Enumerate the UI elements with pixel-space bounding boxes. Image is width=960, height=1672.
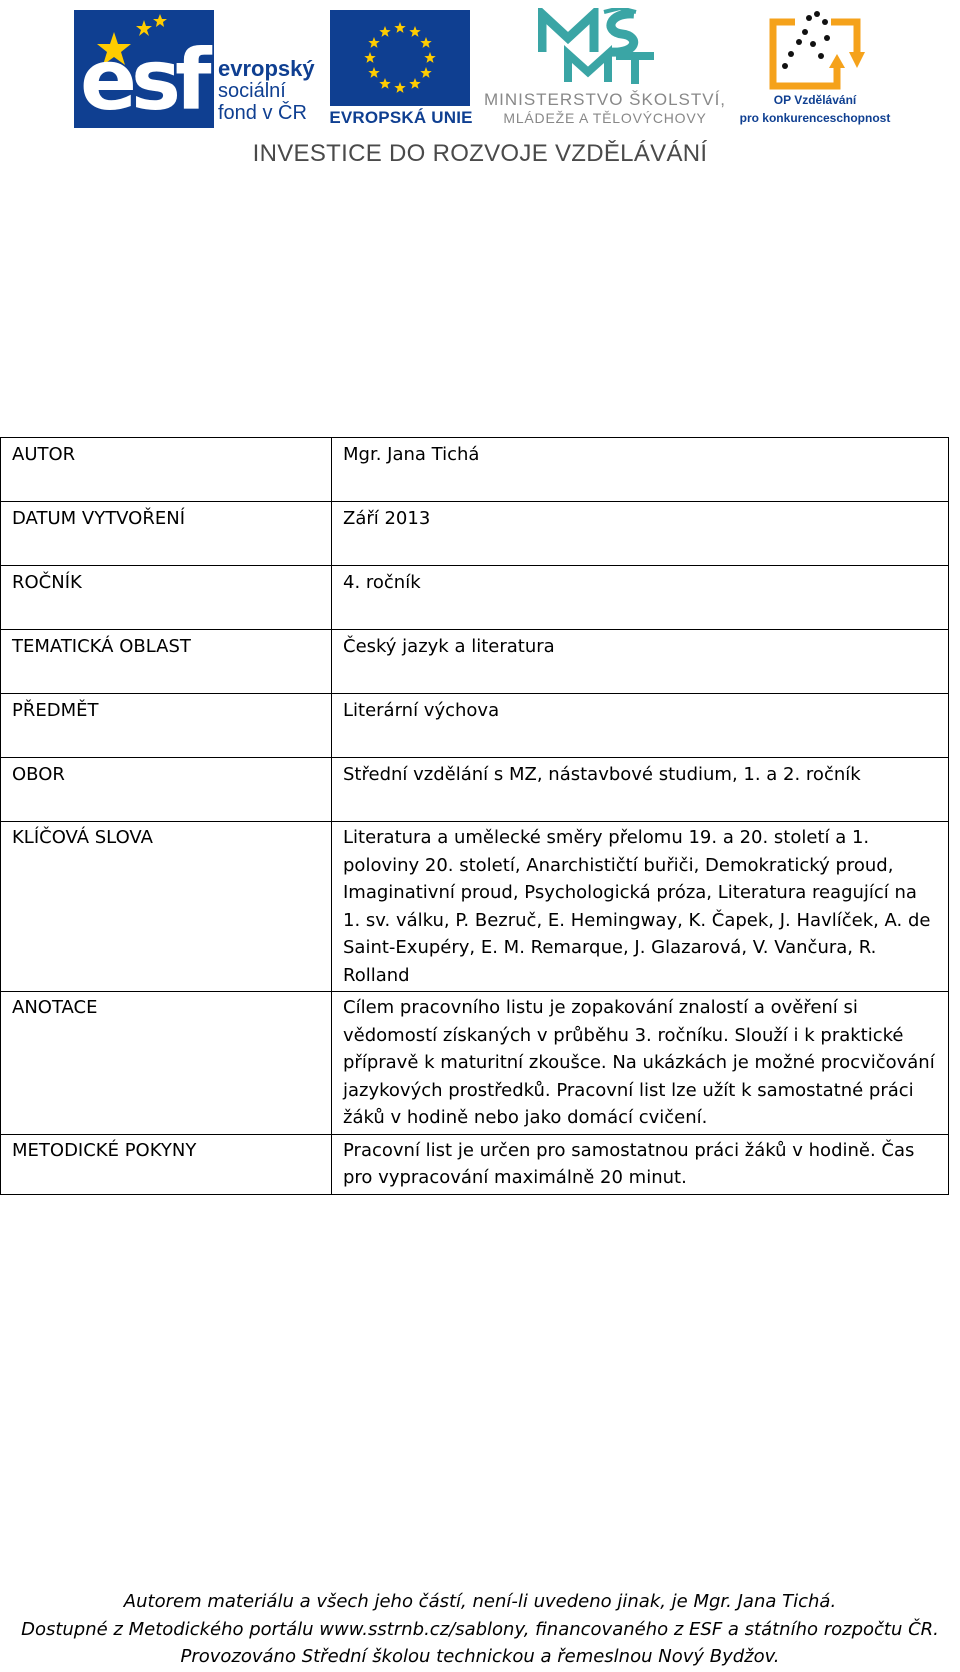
eu-label: EVROPSKÁ UNIE [329, 108, 473, 127]
row-label: AUTOR [1, 438, 332, 502]
esf-line1: evropský [218, 56, 315, 81]
eu-star-icon [364, 52, 375, 63]
row-value: Literatura a umělecké směry přelomu 19. a 20. století a 1. poloviny 20. století, Anarchističtí buřiči, Demokratický proud, Imaginativní proud, Psychologická próza, Literatura reagující na 1. sv. válku, P. Bezruč, E. Hemingway, K. Čapek, J. Havlíček, A. de Saint-Exupéry, E. M. Remarque, J. Glazarová, V. Vančura, R. Rolland [332, 822, 949, 992]
op-line1: OP Vzdělávání [773, 93, 857, 107]
metadata-table [0, 437, 949, 1195]
table-row [1, 630, 949, 694]
row-label: OBOR [1, 758, 332, 822]
eu-flag-icon [330, 10, 470, 106]
eu-star-icon [379, 26, 390, 37]
row-label: ANOTACE [1, 992, 332, 1135]
row-label: TEMATICKÁ OBLAST [1, 630, 332, 694]
table-row [1, 822, 949, 992]
esf-logo [74, 10, 316, 128]
eu-star-icon [379, 78, 390, 89]
msmt-line1: MINISTERSTVO ŠKOLSTVÍ, [483, 90, 727, 109]
footer-line1: Autorem materiálu a všech jeho částí, není-li uvedeno jinak, je Mgr. Jana Tichá. [123, 1591, 837, 1612]
eu-logo [329, 10, 473, 128]
esf-mark [74, 10, 214, 128]
op-line2: pro konkurenceschopnost [739, 111, 891, 125]
msmt-logo [480, 8, 730, 126]
row-value: Mgr. Jana Tichá [332, 438, 949, 502]
row-value: Literární výchova [332, 694, 949, 758]
eu-star-icon [394, 82, 405, 93]
table-row [1, 758, 949, 822]
msmt-mark-icon [538, 8, 658, 84]
row-value: Střední vzdělání s MZ, nástavbové studium, 1. a 2. ročník [332, 758, 949, 822]
table-row [1, 566, 949, 630]
table-row [1, 992, 949, 1135]
row-label: KLÍČOVÁ SLOVA [1, 822, 332, 992]
table-row [1, 694, 949, 758]
slogan: INVESTICE DO ROZVOJE VZDĚLÁVÁNÍ [252, 140, 708, 167]
esf-line2: sociální [218, 80, 286, 102]
row-value: Září 2013 [332, 502, 949, 566]
row-label: PŘEDMĚT [1, 694, 332, 758]
esf-line3: fond v ČR [218, 102, 307, 124]
op-logo [735, 8, 895, 128]
table-row [1, 1134, 949, 1194]
row-label: METODICKÉ POKYNY [1, 1134, 332, 1194]
logo-banner [0, 0, 960, 180]
msmt-line2: MLÁDEŽE A TĚLOVÝCHOVY [503, 110, 707, 126]
op-mark-icon [765, 8, 865, 90]
eu-star-icon [409, 26, 420, 37]
eu-star-icon [368, 67, 379, 78]
footer-line3: Provozováno Střední školou technickou a řemeslnou Nový Bydžov. [180, 1646, 780, 1667]
footer [0, 1588, 960, 1671]
table-row [1, 502, 949, 566]
eu-star-icon [368, 37, 379, 48]
row-value: Český jazyk a literatura [332, 630, 949, 694]
eu-star-icon [409, 78, 420, 89]
row-value: 4. ročník [332, 566, 949, 630]
eu-star-icon [420, 37, 431, 48]
row-label: ROČNÍK [1, 566, 332, 630]
esf-text [218, 58, 315, 124]
row-value: Pracovní list je určen pro samostatnou práci žáků v hodině. Čas pro vypracování maximálně 20 minut. [332, 1134, 949, 1194]
row-label: DATUM VYTVOŘENÍ [1, 502, 332, 566]
esf-letters: esf [80, 31, 206, 128]
table-row [1, 438, 949, 502]
eu-star-icon [424, 52, 435, 63]
eu-star-icon [394, 22, 405, 33]
footer-line2: Dostupné z Metodického portálu www.sstrnb.cz/sablony, financovaného z ESF a státního rozpočtu ČR. [21, 1618, 939, 1640]
row-value: Cílem pracovního listu je zopakování znalostí a ověření si vědomostí získaných v průběhu 3. ročníku. Slouží i k praktické přípravě k maturitní zkoušce. Na ukázkách je možné procvičování jazykových prostředků. Pracovní list lze užít k samostatné práci žáků v hodině nebo jako domácí cvičení. [332, 992, 949, 1135]
eu-star-icon [420, 67, 431, 78]
esf-star-icon [153, 14, 167, 27]
